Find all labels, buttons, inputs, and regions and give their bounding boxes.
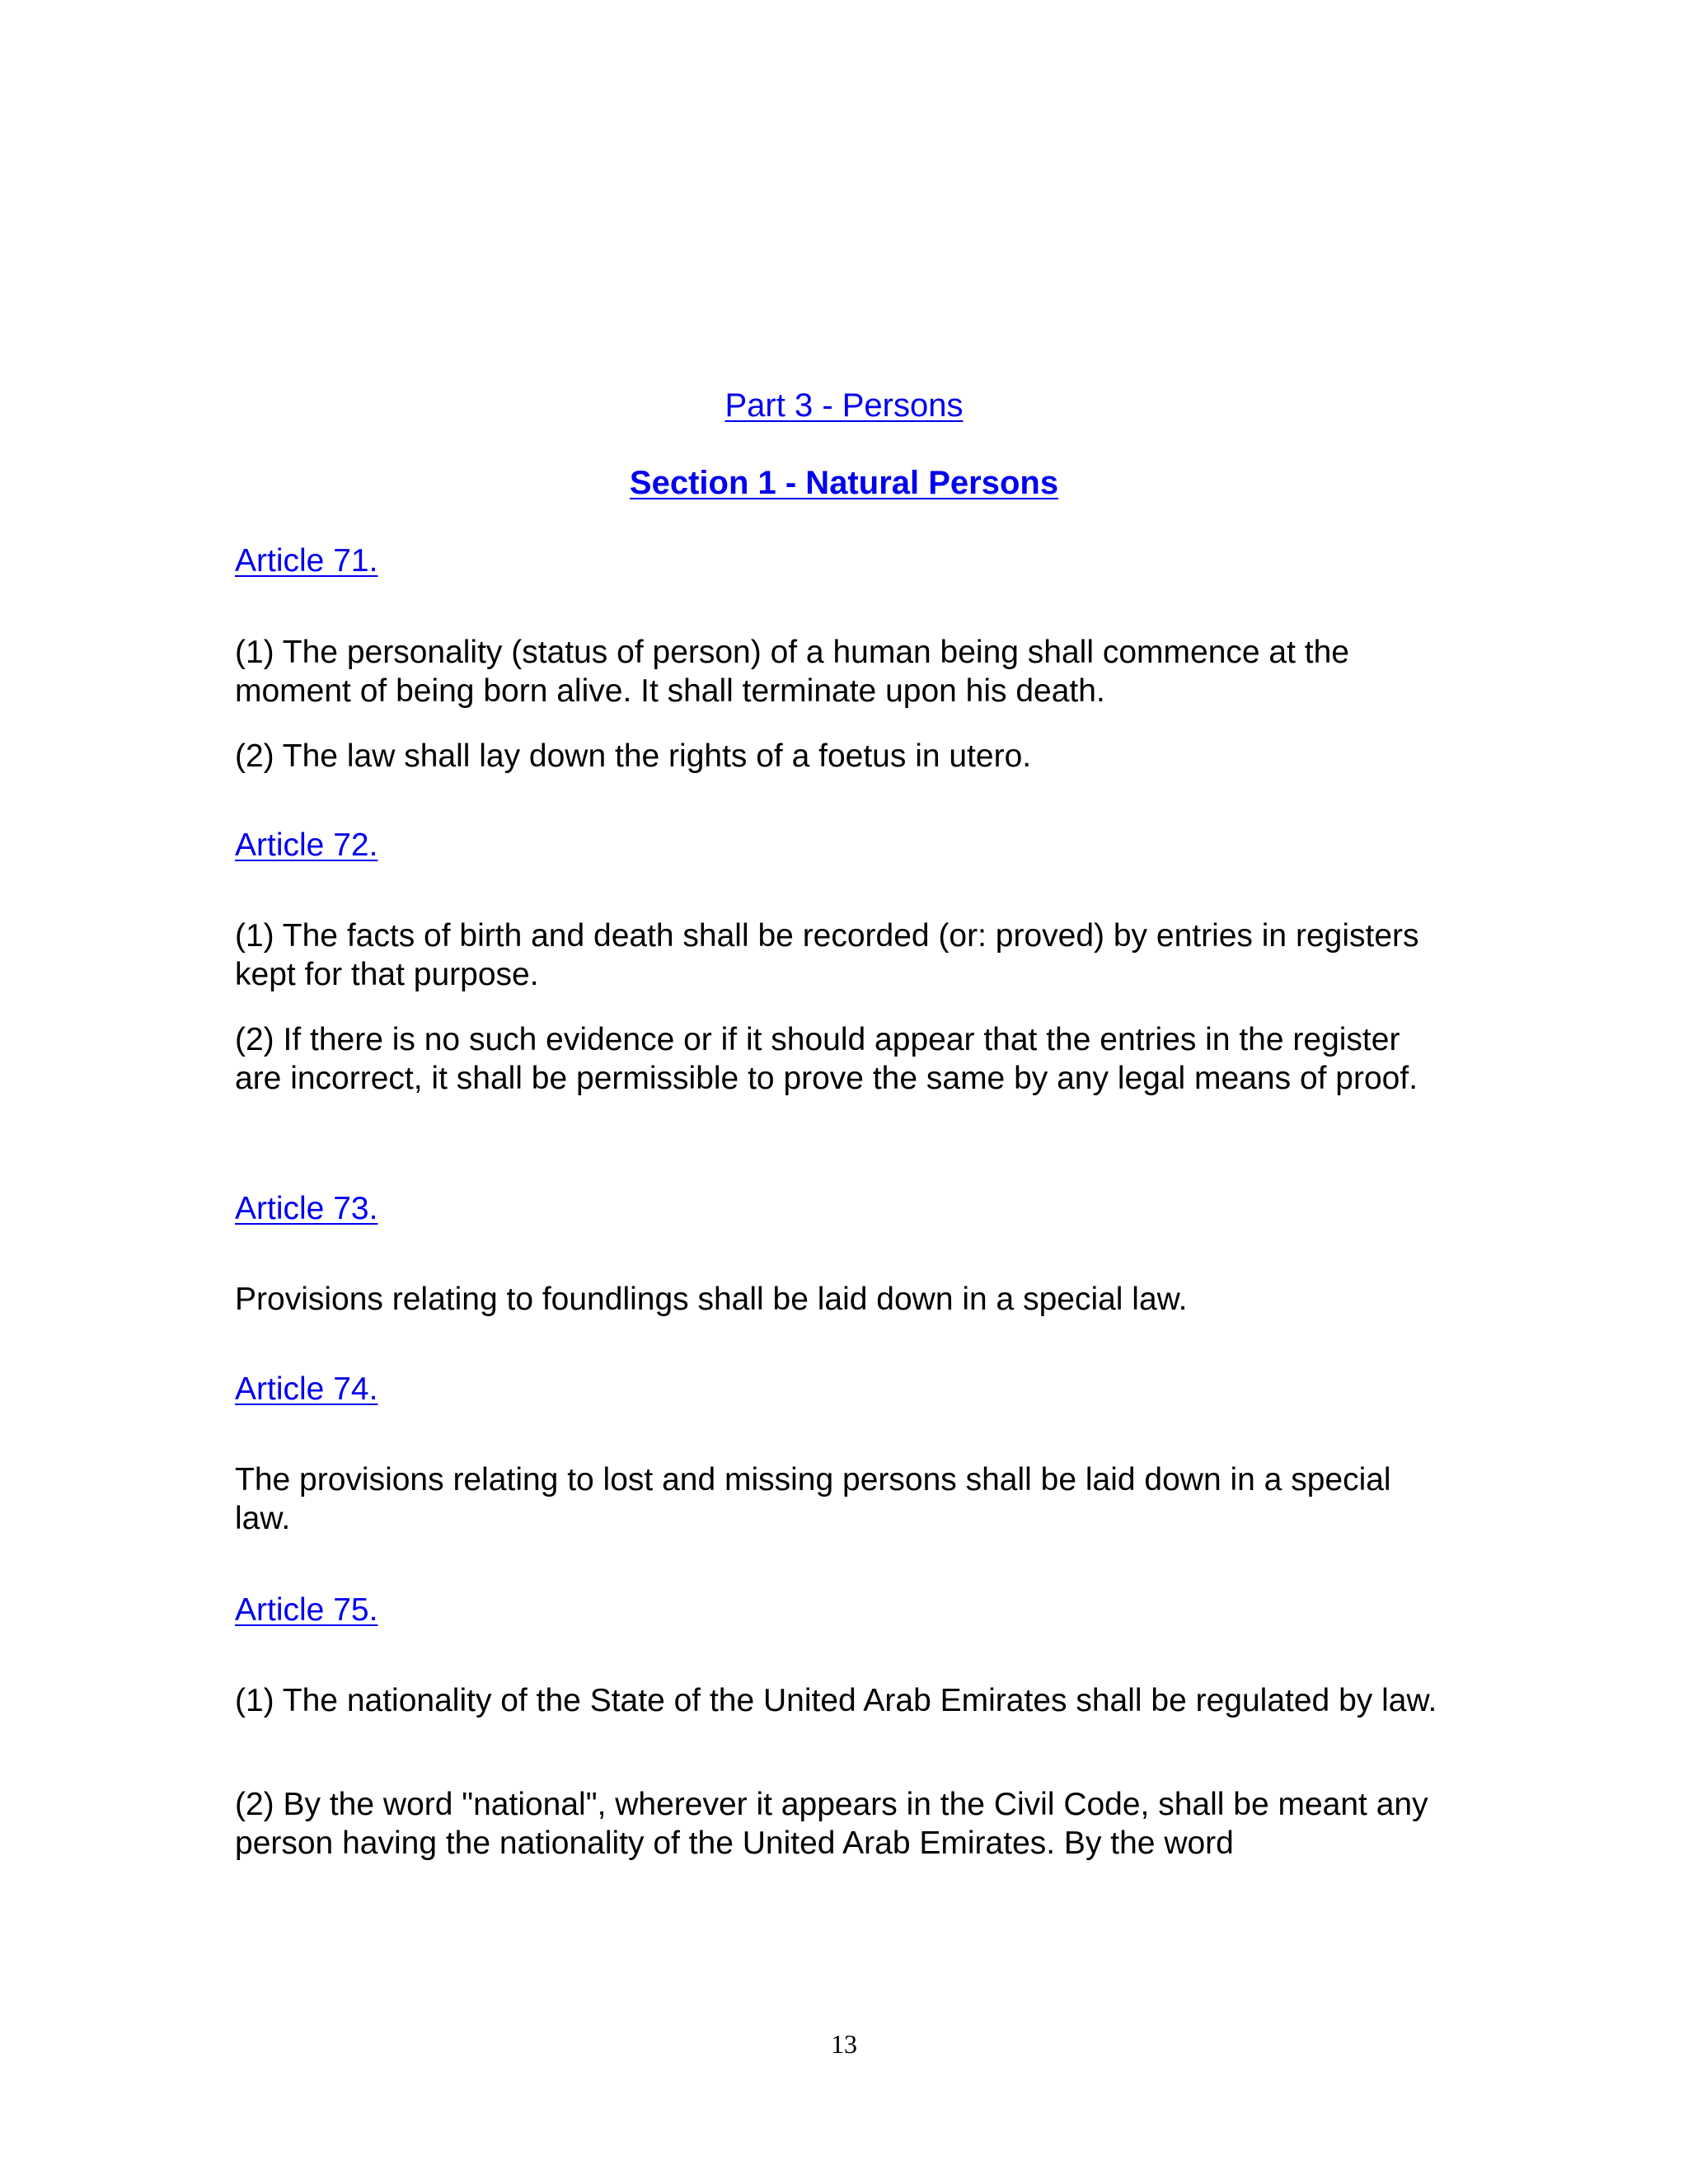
article-72-paragraph-2: (2) If there is no such evidence or if it should appear that the entries in the register are incorrect, it shall be permissible to prove the same by any legal means of proof. xyxy=(235,1022,1418,1096)
article-71-paragraph-2: (2) The law shall lay down the rights of a foetus in utero. xyxy=(235,738,1032,774)
article-73-link[interactable]: Article 73. xyxy=(235,1191,378,1226)
section-title-link[interactable]: Section 1 - Natural Persons xyxy=(629,465,1059,501)
article-74-link[interactable]: Article 74. xyxy=(235,1371,378,1407)
part-title-link[interactable]: Part 3 - Persons xyxy=(724,387,964,424)
article-75-heading xyxy=(235,1591,377,1629)
article-72-paragraph-1: (1) The facts of birth and death shall be recorded (or: proved) by entries in registers kept for that purpose. xyxy=(235,918,1419,992)
article-75-link[interactable]: Article 75. xyxy=(235,1592,378,1628)
article-73-heading xyxy=(235,1189,377,1228)
part-title xyxy=(0,384,1688,427)
article-71-paragraph-1: (1) The personality (status of person) of a human being shall commence at the moment of being born alive. It shall terminate upon his death. xyxy=(235,635,1349,709)
article-74-heading xyxy=(235,1370,377,1408)
article-71-heading xyxy=(235,541,377,580)
article-75-paragraph-2: (2) By the word "national", wherever it appears in the Civil Code, shall be meant any person having the nationality of the United Arab Emirates. By the word xyxy=(235,1787,1428,1861)
article-72-heading xyxy=(235,826,377,865)
section-title xyxy=(0,462,1688,504)
article-74-paragraph-1: The provisions relating to lost and missing persons shall be laid down in a special law. xyxy=(235,1462,1391,1536)
article-75-paragraph-1: (1) The nationality of the State of the United Arab Emirates shall be regulated by law. xyxy=(235,1683,1437,1718)
article-73-paragraph-1: Provisions relating to foundlings shall be laid down in a special law. xyxy=(235,1282,1188,1317)
article-72-link[interactable]: Article 72. xyxy=(235,827,378,863)
page-number: 13 xyxy=(831,2029,857,2059)
article-71-link[interactable]: Article 71. xyxy=(235,543,378,579)
